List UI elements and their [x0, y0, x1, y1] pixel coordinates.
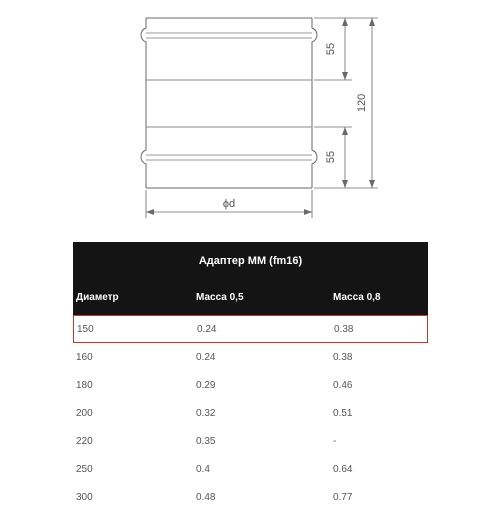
table-row: [73, 455, 428, 483]
cell-mass-08: 0.38: [333, 351, 353, 363]
table-title: Адаптер ММ (fm16): [73, 242, 428, 279]
dimension-label-diameter: ϕd: [222, 198, 236, 210]
adapter-outline: [141, 18, 317, 188]
table-row: [73, 399, 428, 427]
cell-diameter: 180: [76, 379, 93, 391]
cell-diameter: 160: [76, 351, 93, 363]
table-row: [73, 371, 428, 399]
table-row: [73, 343, 428, 371]
table-row: [73, 427, 428, 455]
cell-mass-08: 0.38: [334, 323, 354, 335]
cell-diameter: 150: [77, 323, 94, 335]
cell-mass-08: 0.64: [333, 463, 353, 475]
spec-table: [73, 242, 428, 511]
dimension-arrows: [146, 18, 375, 215]
dimension-label-total: 120: [356, 93, 368, 113]
cell-mass-05: 0.32: [196, 407, 216, 419]
adapter-technical-drawing: [0, 0, 500, 235]
table-header-row: [73, 279, 428, 315]
cell-diameter: 250: [76, 463, 93, 475]
cell-mass-05: 0.35: [196, 435, 216, 447]
cell-mass-05: 0.24: [196, 351, 216, 363]
cell-mass-05: 0.4: [196, 463, 210, 475]
cell-mass-08: 0.51: [333, 407, 353, 419]
cell-diameter: 220: [76, 435, 93, 447]
cell-diameter: 300: [76, 491, 93, 503]
header-mass-08: Масса 0,8: [333, 291, 381, 303]
dimension-label-bottom: 55: [325, 150, 337, 164]
header-mass-05: Масса 0,5: [196, 291, 244, 303]
table-row: [73, 315, 428, 343]
table-body: [73, 315, 428, 511]
cell-mass-05: 0.48: [196, 491, 216, 503]
cell-mass-08: 0.77: [333, 491, 353, 503]
cell-mass-08: -: [333, 435, 337, 447]
cell-mass-08: 0.46: [333, 379, 353, 391]
cell-diameter: 200: [76, 407, 93, 419]
table-row: [73, 483, 428, 511]
cell-mass-05: 0.29: [196, 379, 216, 391]
cell-mass-05: 0.24: [197, 323, 217, 335]
header-diameter: Диаметр: [76, 291, 119, 303]
dimension-label-top: 55: [325, 42, 337, 56]
